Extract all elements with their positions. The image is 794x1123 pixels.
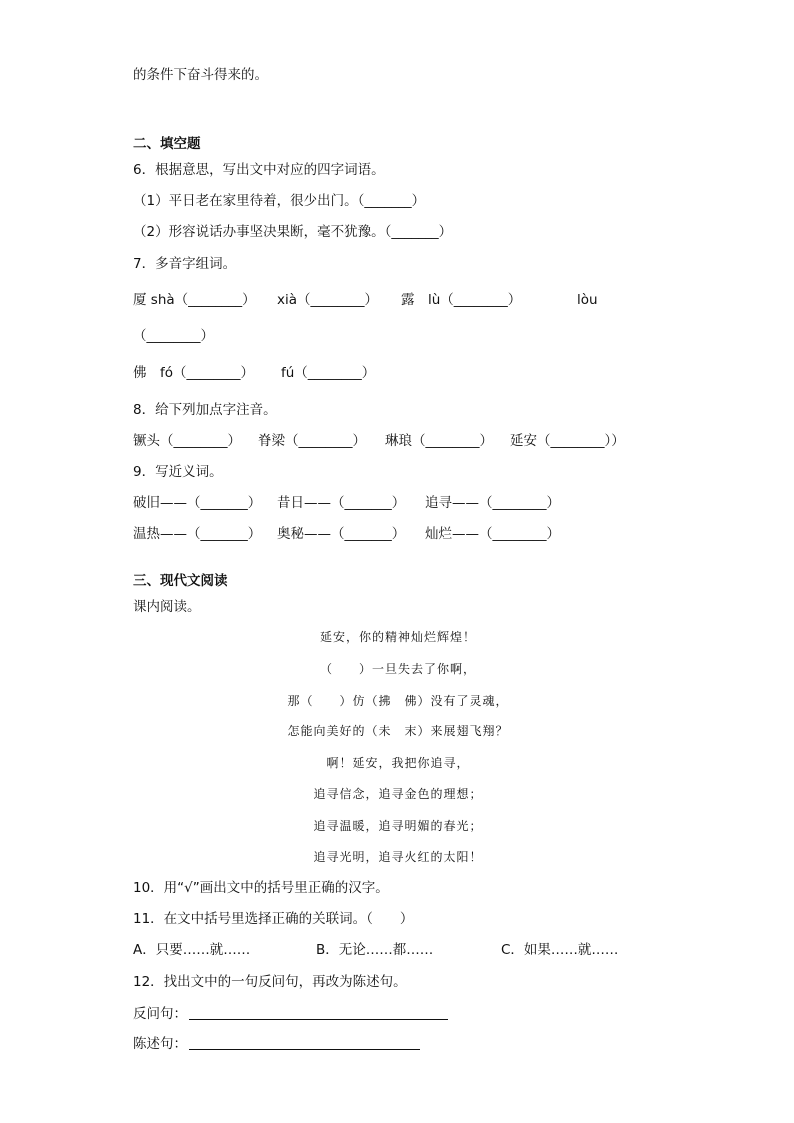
q9-row1-2: 昔日——（_______） xyxy=(277,495,406,511)
q7-row1-c: 露 lù（________） xyxy=(401,292,522,308)
section3-subtitle: 课内阅读。 xyxy=(133,599,201,615)
poem-line: 追寻温暖，追寻明媚的春光； xyxy=(313,819,483,833)
q11-option-a: A．只要……就…… xyxy=(133,942,251,958)
q9-row1-3: 追寻——（________） xyxy=(425,495,560,511)
q9-row2-2: 奥秘——（_______） xyxy=(277,526,406,542)
intro-line: 的条件下奋斗得来的。 xyxy=(133,67,268,83)
q11-option-b: B．无论……都…… xyxy=(316,942,434,958)
q9-row2-1: 温热——（_______） xyxy=(133,526,262,542)
q8-item-2: 脊梁（________） xyxy=(258,433,366,449)
q7-row3-b: fú（________） xyxy=(281,365,376,381)
q9-prompt: 9．写近义词。 xyxy=(133,464,223,480)
q11-option-c: C．如果……就…… xyxy=(501,942,619,958)
q6-item1: （1）平日老在家里待着，很少出门。（_______） xyxy=(133,193,426,209)
q12-prompt: 12．找出文中的一句反问句，再改为陈述句。 xyxy=(133,974,407,990)
poem-line: 追寻信念，追寻金色的理想； xyxy=(313,787,483,801)
q9-row2-3: 灿烂——（________） xyxy=(425,526,560,542)
q7-row1-a: 厦 shà（________） xyxy=(133,292,256,308)
q10-prompt: 10．用“√”画出文中的括号里正确的汉字。 xyxy=(133,880,389,896)
poem-line: 怎能向美好的（未 末）来展翅飞翔？ xyxy=(287,724,509,738)
q7-row1-b: xià（________） xyxy=(277,292,379,308)
q8-item-4: 延安（________）） xyxy=(510,433,625,449)
q7-row2: （________） xyxy=(133,328,214,344)
q8-item-1: 镢头（________） xyxy=(133,433,241,449)
q6-prompt: 6．根据意思，写出文中对应的四字词语。 xyxy=(133,162,385,178)
q7-row3-a: 佛 fó（________） xyxy=(133,365,255,381)
q9-row1-1: 破旧——（_______） xyxy=(133,495,262,511)
poem-line: 延安，你的精神灿烂辉煌！ xyxy=(319,630,476,644)
q7-row1-d: lòu xyxy=(577,292,598,308)
poem-line: （ ）一旦失去了你啊， xyxy=(319,662,476,676)
q12-answer-line-rhetorical[interactable] xyxy=(189,1019,448,1020)
poem-line: 啊！延安，我把你追寻， xyxy=(326,756,470,770)
section3-title: 三、现代文阅读 xyxy=(133,573,228,589)
q8-prompt: 8．给下列加点字注音。 xyxy=(133,402,277,418)
q8-item-3: 琳琅（________） xyxy=(385,433,493,449)
poem-line: 那（ ）仿（拂 佛）没有了灵魂， xyxy=(287,694,509,708)
q12-answer-line-declarative[interactable] xyxy=(189,1049,420,1050)
q11-prompt: 11．在文中括号里选择正确的关联词。（ ） xyxy=(133,911,414,927)
poem-line: 追寻光明，追寻火红的太阳！ xyxy=(313,850,483,864)
q12-label-declarative: 陈述句： xyxy=(133,1036,187,1052)
q7-prompt: 7．多音字组词。 xyxy=(133,256,237,272)
q12-label-rhetorical: 反问句： xyxy=(133,1006,187,1022)
q6-item2: （2）形容说话办事坚决果断，毫不犹豫。（_______） xyxy=(133,224,453,240)
section2-title: 二、填空题 xyxy=(133,136,201,152)
